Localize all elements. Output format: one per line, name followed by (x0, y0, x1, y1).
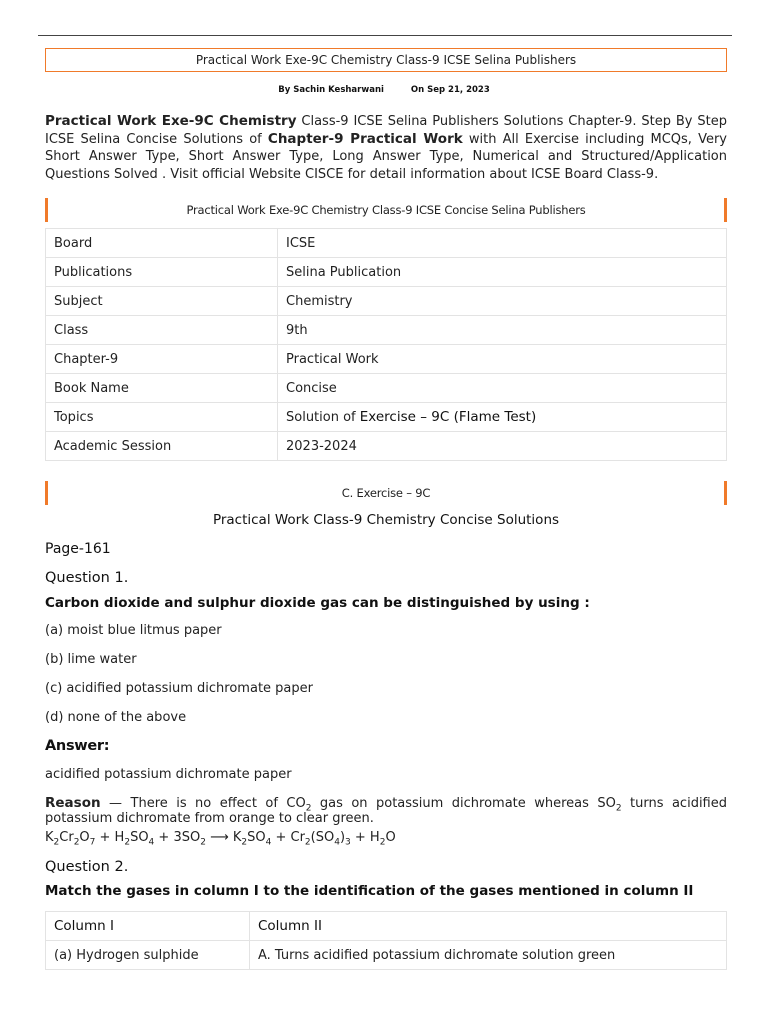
question-1-heading: Question 1. (45, 570, 129, 586)
answer-text: acidified potassium dichromate paper (45, 767, 292, 782)
post-title: Practical Work Exe-9C Chemistry Class-9 ICSE Selina Publishers (195, 53, 577, 67)
equation-text: + Cr (271, 830, 305, 845)
match-table (45, 911, 727, 970)
reason-paragraph (45, 796, 727, 826)
question-2-heading: Question 2. (45, 859, 129, 875)
table-row (46, 258, 727, 287)
table-row (46, 941, 727, 970)
publish-date: On Sep 21, 2023 (410, 85, 490, 95)
option-b: (b) lime water (45, 652, 137, 667)
info-label: Subject (46, 287, 278, 316)
equation-text: O (385, 830, 396, 845)
info-heading-text: Practical Work Exe-9C Chemistry Class-9 ICSE Concise Selina Publishers (186, 203, 586, 217)
table-row (46, 287, 727, 316)
table-cell: (a) Hydrogen sulphide (46, 941, 250, 970)
option-a: (a) moist blue litmus paper (45, 623, 222, 638)
subscript: 2 (379, 837, 386, 848)
subscript: 4 (148, 837, 155, 848)
post-title-box (45, 48, 727, 72)
table-cell: A. Turns acidified potassium dichromate solution green (250, 941, 727, 970)
author-link[interactable]: By Sachin Kesharwani (278, 85, 384, 95)
table-row (46, 229, 727, 258)
exercise-heading-text: C. Exercise – 9C (341, 486, 431, 500)
subscript: 2 (124, 837, 131, 848)
info-value: Concise (278, 374, 727, 403)
info-value: 9th (278, 316, 727, 345)
option-c: (c) acidified potassium dichromate paper (45, 681, 313, 696)
chemical-equation (45, 830, 396, 848)
reason-text-2: gas on potassium dichromate whereas SO (311, 796, 616, 811)
accent-bar-right (724, 198, 727, 222)
intro-text-2: with All Exercise including MCQs, Very Short Answer Type, Short Answer Type, Long Answer Type, Numerical and Structured/Application Questions Solved . Visit official Website CISCE for detail information about ICSE Board Class-9. (45, 131, 727, 182)
top-divider (38, 35, 732, 36)
topic-link[interactable]: Exercise – 9C (Flame Test) (359, 409, 537, 425)
info-label: Topics (46, 403, 278, 432)
byline (0, 85, 768, 95)
equation-text: + 3SO (154, 830, 201, 845)
intro-text-1: Class-9 ICSE Selina Publishers Solutions Chapter-9. Step By Step ICSE Selina Concise Solutions of (45, 114, 727, 147)
intro-paragraph (45, 113, 727, 183)
intro-chapter: Chapter-9 Practical Work (267, 130, 463, 147)
subscript: 2 (304, 837, 311, 848)
info-label: Publications (46, 258, 278, 287)
info-label: Class (46, 316, 278, 345)
subscript: 7 (89, 837, 96, 848)
page-label: Page-161 (45, 541, 111, 557)
book-info-table (45, 228, 727, 461)
equation-text: SO (247, 830, 266, 845)
table-row (46, 345, 727, 374)
equation-text: ) (339, 830, 346, 845)
column-header: Column I (46, 912, 250, 941)
intro-lead: Practical Work Exe-9C Chemistry (45, 113, 297, 129)
subscript: 2 (615, 803, 622, 814)
info-value: Practical Work (278, 345, 727, 374)
reason-text-3: turns acidified potassium dichromate from orange to clear green. (45, 796, 727, 826)
table-row (46, 316, 727, 345)
subscript: 2 (53, 837, 60, 848)
equation-text: + H (95, 830, 125, 845)
info-label: Book Name (46, 374, 278, 403)
info-value: Selina Publication (278, 258, 727, 287)
info-value (278, 403, 727, 432)
question-2-text: Match the gases in column I to the identification of the gases mentioned in column II (45, 883, 694, 899)
subscript: 2 (73, 837, 80, 848)
subscript: 2 (241, 837, 248, 848)
reason-text-1: — There is no effect of CO (100, 796, 306, 811)
equation-text: SO (130, 830, 149, 845)
table-header-row (46, 912, 727, 941)
answer-heading: Answer: (45, 738, 110, 754)
table-row (46, 403, 727, 432)
subscript: 4 (334, 837, 340, 848)
column-header: Column II (250, 912, 727, 941)
equation-text: K (45, 830, 54, 845)
info-value: 2023-2024 (278, 432, 727, 461)
reason-label: Reason (45, 795, 101, 811)
exercise-heading (45, 481, 727, 505)
table-row (46, 374, 727, 403)
info-label: Academic Session (46, 432, 278, 461)
info-table-heading (45, 198, 727, 222)
accent-bar-right (724, 481, 727, 505)
solutions-title: Practical Work Class-9 Chemistry Concise Solutions (212, 512, 560, 528)
equation-text: Cr (59, 830, 74, 845)
equation-text: O (79, 830, 90, 845)
question-1-text: Carbon dioxide and sulphur dioxide gas can be distinguished by using : (45, 595, 590, 611)
subscript: 4 (265, 837, 272, 848)
info-label: Board (46, 229, 278, 258)
subscript: 2 (305, 803, 312, 814)
subscript: 2 (200, 837, 206, 848)
info-value: Chemistry (278, 287, 727, 316)
table-row (46, 432, 727, 461)
equation-text: + H (350, 830, 380, 845)
info-label: Chapter-9 (46, 345, 278, 374)
info-value: ICSE (278, 229, 727, 258)
equation-text: ⟶ K (205, 830, 242, 845)
subscript: 3 (345, 837, 351, 848)
topic-prefix: Solution of (286, 410, 360, 425)
option-d: (d) none of the above (45, 710, 187, 725)
equation-text: (SO (310, 830, 335, 845)
